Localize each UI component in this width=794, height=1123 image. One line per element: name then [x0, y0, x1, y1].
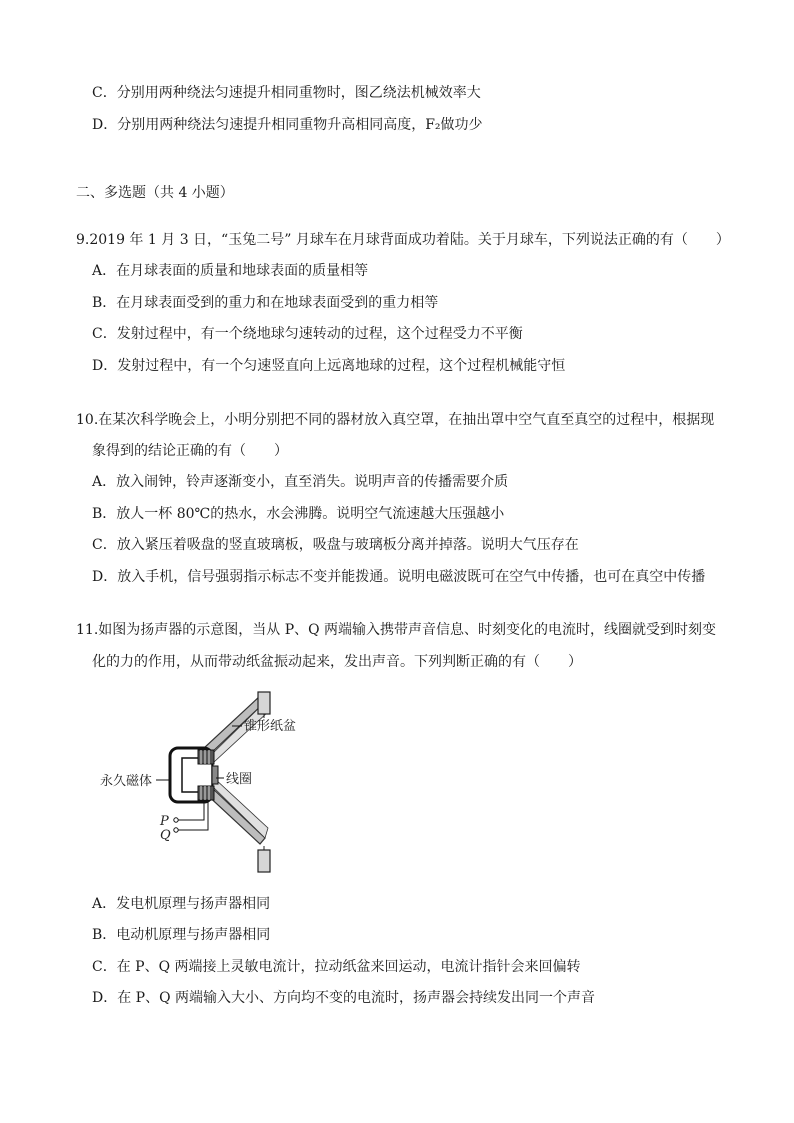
cone-top-edge	[258, 692, 270, 714]
question-9-option-b: B．在月球表面受到的重力和在地球表面受到的重力相等	[92, 295, 439, 311]
cone-lower-inner	[208, 778, 268, 838]
question-10-option-d: D．放入手机，信号强弱指示标志不变并能拨通。说明电磁波既可在空气中传播，也可在真空中传播	[92, 569, 706, 585]
question-10-stem-line1: 10.在某次科学晚会上，小明分别把不同的器材放入真空罩，在抽出罩中空气直至真空的过程中，根据现	[76, 412, 715, 428]
question-9-option-d: D．发射过程中，有一个匀速竖直向上远离地球的过程，这个过程机械能守恒	[92, 358, 566, 374]
option-d-prev: D．分别用两种绕法匀速提升相同重物升高相同高度，F₂做功少	[92, 117, 483, 133]
question-11-stem-line1: 11.如图为扬声器的示意图，当从 P、Q 两端输入携带声音信息、时刻变化的电流时，线圈就受到时刻变	[76, 622, 717, 638]
speaker-diagram-svg	[100, 688, 330, 878]
section-title: 二、多选题（共 4 小题）	[76, 185, 234, 201]
question-10-option-b: B．放人一杯 80℃的热水，水会沸腾。说明空气流速越大压强越小	[92, 506, 505, 522]
question-11-option-d: D．在 P、Q 两端输入大小、方向均不变的电流时，扬声器会持续发出同一个声音	[92, 990, 596, 1006]
label-magnet: 永久磁体	[100, 774, 153, 789]
question-9-stem: 9.2019 年 1 月 3 日，“玉兔二号” 月球车在月球背面成功着陆。关于月球车，下列说法正确的有（ ）	[76, 232, 730, 248]
label-coil: 线圈	[226, 772, 253, 787]
question-11-option-b: B．电动机原理与扬声器相同	[92, 927, 271, 943]
question-9-option-a: A．在月球表面的质量和地球表面的质量相等	[92, 263, 369, 279]
question-11-stem-line2: 化的力的作用，从而带动纸盆振动起来，发出声音。下列判断正确的有（ ）	[92, 654, 582, 670]
question-11-option-a: A．发电机原理与扬声器相同	[92, 896, 271, 912]
label-p: P	[160, 814, 169, 829]
label-cone: 锥形纸盆	[244, 719, 297, 734]
terminal-q	[174, 828, 178, 832]
terminal-p	[174, 818, 178, 822]
option-c-prev: C．分别用两种绕法匀速提升相同重物时，图乙绕法机械效率大	[92, 85, 481, 101]
label-q: Q	[160, 828, 171, 843]
question-10-stem-line2: 象得到的结论正确的有（ ）	[92, 443, 288, 459]
speaker-diagram	[100, 688, 330, 878]
question-10-option-c: C．放入紧压着吸盘的竖直玻璃板，吸盘与玻璃板分离并掉落。说明大气压存在	[92, 537, 579, 553]
question-11-option-c: C．在 P、Q 两端接上灵敏电流计，拉动纸盆来回运动，电流计指针会来回偏转	[92, 959, 581, 975]
cone-bottom-edge	[258, 850, 270, 872]
question-10-option-a: A．放入闹钟，铃声逐渐变小，直至消失。说明声音的传播需要介质	[92, 474, 509, 490]
question-9-option-c: C．发射过程中，有一个绕地球匀速转动的过程，这个过程受力不平衡	[92, 326, 523, 342]
